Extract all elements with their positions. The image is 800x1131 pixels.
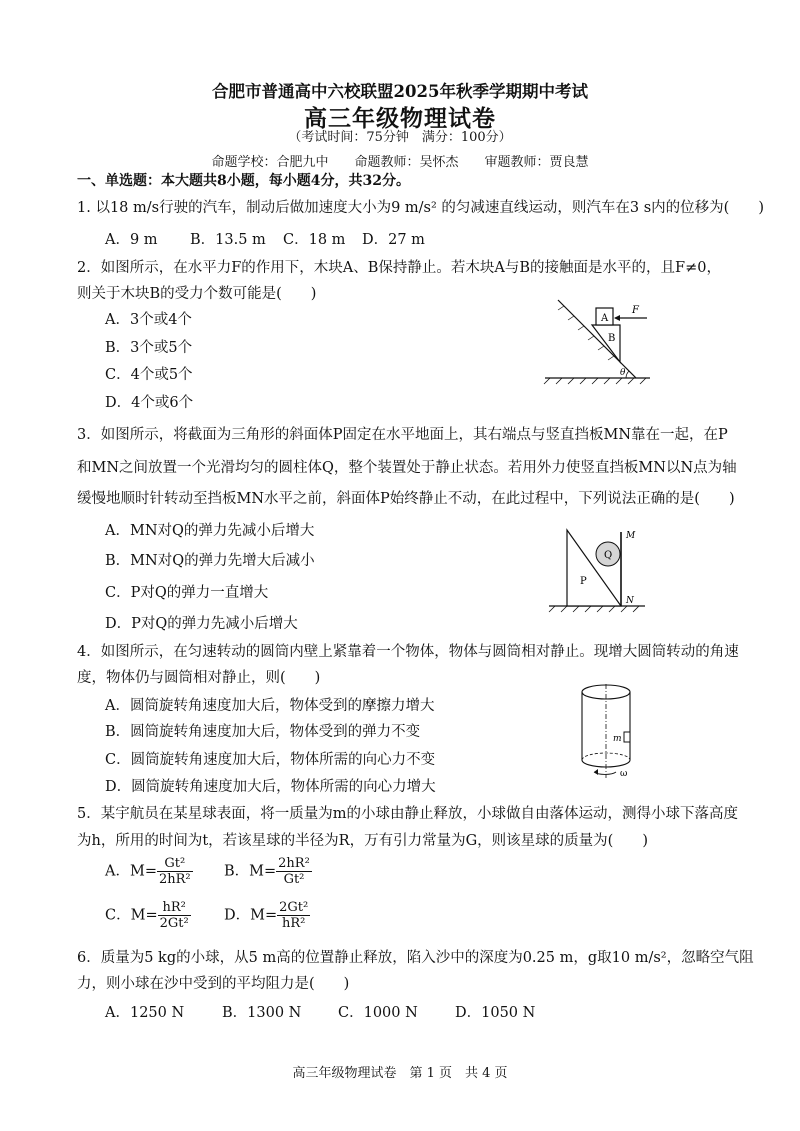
q5-option-c-num: hR² xyxy=(158,900,191,916)
q4-stem-line2: 度，物体仍与圆筒相对静止，则( ) xyxy=(77,670,321,686)
school-line: 合肥市普通高中六校联盟2025年秋季学期期中考试 xyxy=(212,82,588,101)
q2-stem-line1: 2．如图所示，在水平力F的作用下，木块A、B保持静止。若木块A与B的接触面是水平的，且F≠0， xyxy=(77,260,721,276)
q5-option-b-label: B．M= xyxy=(224,863,277,880)
q6-stem-line2: 力，则小球在沙中受到的平均阻力是( ) xyxy=(77,976,350,992)
q2-stem-line2: 则关于木块B的受力个数可能是( ) xyxy=(77,286,317,302)
q1-option-d: D．27 m xyxy=(362,232,425,248)
q4-figure xyxy=(570,680,650,786)
q3-option-d: D．P对Q的弹力先减小后增大 xyxy=(105,616,298,632)
page-title: 高三年级物理试卷 xyxy=(304,105,496,132)
q6-option-c: C．1000 N xyxy=(338,1005,418,1021)
q5-option-d xyxy=(224,900,310,931)
q3-wedge-p xyxy=(567,530,621,606)
q5-option-b xyxy=(224,856,312,887)
authors-line: 命题学校：合肥九中 命题教师：吴怀杰 审题教师：贾良慧 xyxy=(211,155,589,170)
q3-label-q: Q xyxy=(604,550,613,561)
q2-option-d: D．4个或6个 xyxy=(105,395,194,411)
q4-label-omega: ω xyxy=(620,769,628,779)
q6-option-a: A．1250 N xyxy=(105,1005,185,1021)
q4-stem-line1: 4．如图所示，在匀速转动的圆筒内壁上紧靠着一个物体，物体与圆筒相对静止。现增大圆筒转动的角速 xyxy=(77,644,739,660)
q3-label-n: N xyxy=(626,596,634,606)
q3-stem-line1: 3．如图所示，将截面为三角形的斜面体P固定在水平地面上，其右端点与竖直挡板MN靠在一起，在P xyxy=(77,427,728,443)
q6-option-d: D．1050 N xyxy=(455,1005,536,1021)
q2-option-c: C．4个或5个 xyxy=(105,367,193,383)
q2-figure xyxy=(540,296,660,386)
q3-stem-line3: 缓慢地顺时针转动至挡板MN水平之前，斜面体P始终静止不动，在此过程中，下列说法正确的是( ) xyxy=(77,491,735,507)
q1-stem: 1. 以18 m/s行驶的汽车，制动后做加速度大小为9 m/s² 的匀减速直线运动，则汽车在3 s内的位移为( ) xyxy=(77,200,764,216)
q4-object xyxy=(624,732,630,742)
q4-label-m: m xyxy=(613,734,622,744)
q4-option-c: C．圆筒旋转角速度加大后，物体所需的向心力不变 xyxy=(105,752,436,768)
q2-label-theta: θ xyxy=(620,368,626,378)
q4-option-a: A．圆筒旋转角速度加大后，物体受到的摩擦力增大 xyxy=(105,698,435,714)
q3-option-b: B．MN对Q的弹力先增大后减小 xyxy=(105,553,315,569)
q5-option-a xyxy=(105,856,193,887)
q3-label-m: M xyxy=(626,531,636,541)
q2-label-b: B xyxy=(608,333,616,344)
q5-option-c-label: C．M= xyxy=(105,907,158,924)
q6-option-b: B．1300 N xyxy=(222,1005,302,1021)
q4-option-b: B．圆筒旋转角速度加大后，物体受到的弹力不变 xyxy=(105,724,421,740)
q4-option-d: D．圆筒旋转角速度加大后，物体所需的向心力增大 xyxy=(105,779,436,795)
q3-label-p: P xyxy=(580,576,587,587)
q3-option-a: A．MN对Q的弹力先减小后增大 xyxy=(105,523,315,539)
q5-stem-line1: 5．某宇航员在某星球表面，将一质量为m的小球由静止释放，小球做自由落体运动，测得小球下落高度 xyxy=(77,806,738,822)
q5-option-d-den: hR² xyxy=(281,916,306,931)
q5-option-c-den: 2Gt² xyxy=(159,916,189,931)
q2-label-a: A xyxy=(601,313,609,324)
exam-info: （考试时间：75分钟 满分：100分） xyxy=(288,130,512,145)
q5-stem-line2: 为h，所用的时间为t，若该星球的半径为R，万有引力常量为G，则该星球的质量为( ) xyxy=(77,833,648,849)
q3-figure xyxy=(545,526,655,614)
q5-option-a-den: 2hR² xyxy=(158,872,191,887)
q5-option-b-den: Gt² xyxy=(283,872,305,887)
q5-option-c xyxy=(105,900,191,931)
q5-option-d-label: D．M= xyxy=(224,907,278,924)
q2-option-b: B．3个或5个 xyxy=(105,340,193,356)
page-footer: 高三年级物理试卷 第 1 页 共 4 页 xyxy=(292,1066,508,1081)
q3-stem-line2: 和MN之间放置一个光滑均匀的圆柱体Q，整个装置处于静止状态。若用外力使竖直挡板MN以N点为轴 xyxy=(77,460,737,476)
q1-option-c: C．18 m xyxy=(283,232,346,248)
q5-option-a-label: A．M= xyxy=(105,863,157,880)
section-heading: 一、单选题：本大题共8小题，每小题4分，共32分。 xyxy=(77,173,410,189)
q5-option-a-num: Gt² xyxy=(157,856,193,872)
q1-option-b: B．13.5 m xyxy=(190,232,266,248)
q2-block-b xyxy=(592,325,620,362)
q6-stem-line1: 6．质量为5 kg的小球，从5 m高的位置静止释放，陷入沙中的深度为0.25 m，g取10 m/s²，忽略空气阻 xyxy=(77,950,754,966)
q3-option-c: C．P对Q的弹力一直增大 xyxy=(105,585,269,601)
q2-label-f: F xyxy=(632,305,639,316)
q1-option-a: A．9 m xyxy=(105,232,158,248)
q5-option-d-num: 2Gt² xyxy=(279,900,309,915)
q5-option-b-num: 2hR² xyxy=(278,856,310,871)
q2-option-a: A．3个或4个 xyxy=(105,312,192,328)
